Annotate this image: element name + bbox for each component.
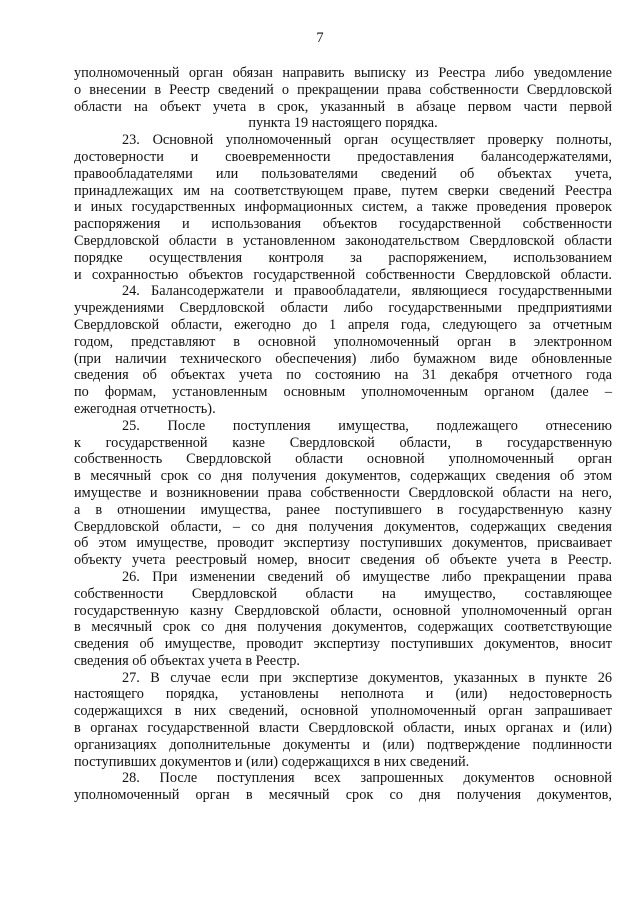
text-line: принадлежащих им на соответствующем праве, путем сверки сведений Реестра	[74, 182, 612, 199]
page-number: 7	[316, 30, 324, 46]
text-line: правообладателями или пользователями сведений об объектах учета,	[74, 165, 612, 182]
paragraph-p-cont	[74, 65, 612, 132]
text-line: имуществе и возникновении права собственности Свердловской области на него,	[74, 484, 612, 501]
text-line: достоверности и своевременности предоставления балансодержателями,	[74, 148, 612, 165]
text-line: и сохранностью объектов государственной собственности Свердловской области.	[74, 266, 612, 283]
text-line: и иных государственных информационных систем, а также проведения проверок	[74, 199, 612, 216]
text-line: уполномоченный орган в месячный срок со дня получения документов,	[74, 787, 612, 804]
text-line: области на объект учета в срок, указанный в абзаце первом части первой	[74, 98, 612, 115]
text-line: сведения об объектах учета по состоянию на 31 декабря отчетного года	[74, 367, 612, 384]
text-line: собственность Свердловской области основной уполномоченный орган	[74, 451, 612, 468]
text-line: 23. Основной уполномоченный орган осуществляет проверку полноты,	[122, 132, 612, 149]
text-line: государственную казну Свердловской области, основной уполномоченный орган	[74, 602, 612, 619]
paragraph-p27	[74, 670, 612, 771]
text-line: распоряжения и использования объектов государственной собственности	[74, 216, 612, 233]
text-line: 27. В случае если при экспертизе документов, указанных в пункте 26	[122, 669, 612, 686]
text-line: Свердловской области, ежегодно до 1 апреля года, следующего за отчетным	[74, 316, 612, 333]
text-line: объекту учета реестровый номер, вносит сведения об объекте учета в Реестр.	[74, 552, 612, 569]
text-line: ежегодная отчетность).	[74, 400, 216, 417]
text-line: Свердловской области, – со дня получения документов, содержащих сведения	[74, 518, 612, 535]
text-line: к государственной казне Свердловской области, в государственную	[74, 434, 612, 451]
text-line: учреждениями Свердловской области либо государственными предприятиями	[74, 300, 612, 317]
text-line: о внесении в Реестр сведений о прекращении права собственности Свердловской	[74, 81, 612, 98]
text-line: собственности Свердловской области на имущество, составляющее	[74, 585, 612, 602]
document-body	[74, 65, 612, 804]
paragraph-p28	[74, 770, 612, 804]
text-line: настоящего порядка, установлены неполнота и (или) недостоверность	[74, 686, 612, 703]
text-line: об этом имуществе, проводит экспертизу поступивших документов, присваивает	[74, 535, 612, 552]
text-line: (при наличии технического обеспечения) либо бумажном виде обновленные	[74, 350, 612, 367]
text-line: по формам, установленным основным уполномоченным органом (далее –	[74, 384, 612, 401]
text-line: годом, представляют в основной уполномоченный орган в электронном	[74, 333, 612, 350]
text-line: сведения об объектах учета в Реестр.	[74, 652, 300, 669]
text-line: порядке осуществления контроля за распоряжением, использованием	[74, 249, 612, 266]
paragraph-p24	[74, 283, 612, 417]
text-line: Свердловской области в установленном законодательством Свердловской области	[74, 232, 612, 249]
text-line: поступивших документов и (или) содержащихся в них сведений.	[74, 753, 470, 770]
text-line: 28. После поступления всех запрошенных документов основной	[122, 770, 612, 787]
text-line: а в отношении имущества, ранее поступившего в государственную казну	[74, 501, 612, 518]
paragraph-p25	[74, 418, 612, 569]
text-line: в месячный срок со дня получения документов, содержащих соответствующие	[74, 619, 612, 636]
text-line: содержащихся в них сведений, основной уполномоченный орган запрашивает	[74, 703, 612, 720]
text-line: сведения об имуществе, проводит экспертизу поступивших документов, вносит	[74, 636, 612, 653]
text-line: уполномоченный орган обязан направить выписку из Реестра либо уведомление	[74, 65, 612, 81]
text-line: в органах государственной власти Свердловской области, иных органах и (или)	[74, 720, 612, 737]
text-line: 25. После поступления имущества, подлежащего отнесению	[122, 417, 612, 434]
text-line: 26. При изменении сведений об имуществе либо прекращении права	[122, 568, 612, 585]
text-line: 24. Балансодержатели и правообладатели, являющиеся государственными	[122, 283, 612, 300]
paragraph-p23	[74, 132, 612, 283]
text-line: пункта 19 настоящего порядка.	[248, 115, 438, 132]
text-line: организациях дополнительные документы и (или) подтверждение подлинности	[74, 736, 612, 753]
paragraph-p26	[74, 569, 612, 670]
text-line: в месячный срок со дня получения документов, содержащих сведения об этом	[74, 468, 612, 485]
